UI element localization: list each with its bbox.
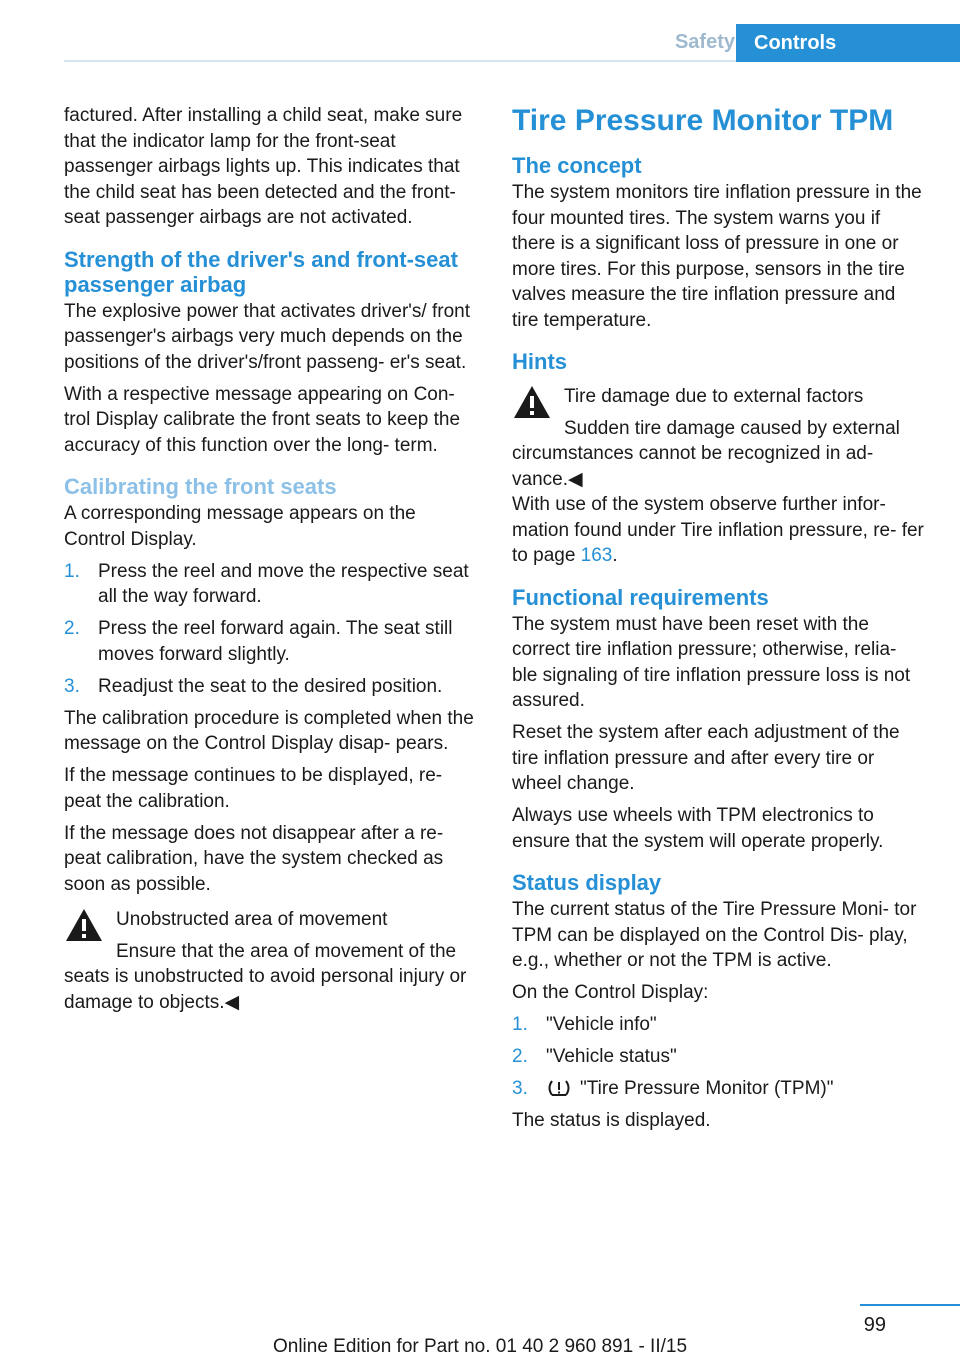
step-text: "Vehicle info"	[546, 1014, 657, 1035]
calibrating-paragraph-3: If the message continues to be displayed, re‐ peat the calibration.	[64, 765, 443, 812]
warning-triangle-icon	[64, 907, 104, 943]
calibration-step	[64, 616, 476, 667]
strength-heading: Strength of the driver's and front-seat passenger airbag	[64, 246, 458, 297]
hints-text-end: .	[612, 545, 618, 566]
calibrating-paragraph-1: A corresponding message appears on the Control Display.	[64, 503, 416, 550]
status-step	[512, 1012, 924, 1038]
step-text: "Vehicle status"	[546, 1046, 677, 1067]
page-reference-link[interactable]: 163	[580, 545, 613, 566]
step-number: 3.	[64, 675, 80, 697]
warning-title: Unobstructed area of movement	[116, 909, 388, 930]
warning-body	[64, 939, 476, 1016]
tire-pressure-warning-icon	[546, 1078, 572, 1098]
step-text: Press the reel forward again. The seat still moves forward slightly.	[98, 618, 453, 665]
warning-line-2: circumstances cannot be recognized in ad‐ vance.◀	[512, 443, 874, 490]
section-title: Tire Pressure Monitor TPM	[512, 104, 894, 137]
warning-movement	[64, 907, 476, 1015]
step-number: 1.	[64, 560, 80, 582]
calibrating-paragraph-2: The calibration procedure is completed when the message on the Control Display disap‐ pears.	[64, 707, 474, 754]
status-paragraph-1: The current status of the Tire Pressure Moni‐ tor TPM can be displayed on the Control Dis‐ play, e.g., whether or not the TPM is active.	[512, 899, 917, 971]
step-text: Press the reel and move the respective seat all the way forward.	[98, 560, 469, 607]
footer-rule	[860, 1304, 960, 1306]
left-column	[64, 103, 476, 1015]
calibration-step	[64, 559, 476, 610]
calibration-steps	[64, 559, 476, 700]
tab-controls[interactable]: Controls	[736, 24, 960, 62]
step-number: 2.	[512, 1046, 528, 1067]
concept-paragraph: The system monitors tire inflation pressure in the four mounted tires. The system warns you if there is a significant loss of pressure in one or more tires. For this purpose, sensors in the tire valves measure the tire inflation pressure and tire temperature.	[512, 182, 922, 331]
step-number: 1.	[512, 1014, 528, 1035]
hints-heading: Hints	[512, 349, 567, 374]
hints-paragraph	[512, 492, 924, 569]
warning-line-1: Ensure that the area of movement of the	[116, 940, 457, 962]
status-display-heading: Status display	[512, 870, 662, 895]
intro-paragraph: factured. After installing a child seat, make sure that the indicator lamp for the front-seat passenger airbags lights up. This indicates that the child seat has been detected and the front-seat passenger airbags are not activated.	[64, 105, 463, 228]
step-text: "Tire Pressure Monitor (TPM)"	[580, 1078, 834, 1099]
step-number: 2.	[64, 618, 80, 639]
warning-tire-damage	[512, 384, 924, 492]
edition-footer: Online Edition for Part no. 01 40 2 960 891 - II/15	[272, 1336, 688, 1357]
functional-paragraph-2: Reset the system after each adjustment of the tire inflation pressure and after every tire or wheel change.	[512, 722, 900, 794]
status-steps	[512, 1012, 924, 1102]
strength-paragraph-2: With a respective message appearing on Con‐ trol Display calibrate the front seats to keep the accuracy of this function over the long- term.	[64, 383, 461, 456]
hints-text: With use of the system observe further infor‐ mation found under Tire inflation pressure, re‐ fer to page	[512, 494, 924, 566]
warning-title: Tire damage due to external factors	[564, 386, 864, 407]
status-paragraph-3: The status is displayed.	[512, 1110, 711, 1131]
concept-heading: The concept	[512, 153, 642, 178]
warning-line-1: Sudden tire damage caused by external	[564, 417, 900, 439]
warning-line-2: seats is unobstructed to avoid personal injury or damage to objects.◀	[64, 966, 467, 1013]
step-text: Readjust the seat to the desired position.	[98, 675, 443, 697]
strength-paragraph-1: The explosive power that activates driver's/ front passenger's airbags very much depends on the positions of the driver's/front passeng‐ er's seat.	[64, 300, 470, 373]
status-step	[512, 1076, 924, 1102]
calibrating-paragraph-4: If the message does not disappear after a re‐ peat calibration, have the system checked as soon as possible.	[64, 822, 444, 895]
functional-requirements-heading: Functional requirements	[512, 584, 769, 610]
warning-triangle-icon	[512, 384, 552, 420]
step-number: 3.	[512, 1078, 528, 1099]
functional-paragraph-1: The system must have been reset with the correct tire inflation pressure; otherwise, relia‐ ble signaling of tire inflation pressure loss is not assured.	[512, 613, 911, 711]
functional-paragraph-3: Always use wheels with TPM electronics to ensure that the system will operate properly.	[512, 805, 884, 852]
tab-safety[interactable]: Safety	[674, 31, 735, 53]
status-step	[512, 1044, 924, 1070]
right-column	[512, 103, 924, 1140]
status-paragraph-2: On the Control Display:	[512, 982, 709, 1003]
page-number: 99	[863, 1314, 886, 1336]
calibrating-heading: Calibrating the front seats	[64, 474, 337, 499]
calibration-step	[64, 674, 476, 700]
warning-body	[512, 416, 924, 493]
